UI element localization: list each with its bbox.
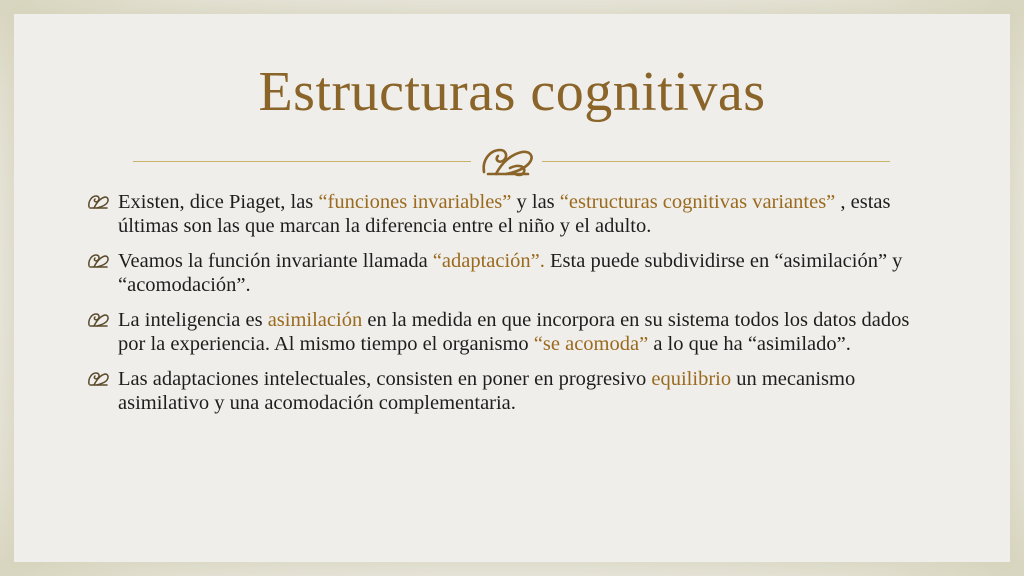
divider-rule-left (133, 161, 471, 162)
bullet-text: en la medida en que incorpora en su sistema todos los datos dados por la experiencia. Al mismo tiempo el organismo (118, 309, 910, 355)
slide-title: Estructuras cognitivas (258, 61, 766, 123)
scroll-bullet-icon (86, 251, 110, 271)
bullet-text: La inteligencia es (118, 309, 268, 331)
bullet-text: Veamos la función invariante llamada (118, 250, 433, 272)
highlighted-text: “adaptación”. (432, 250, 545, 272)
title-divider (0, 140, 1024, 184)
highlighted-text: “se acomoda” (533, 333, 649, 355)
bullet-list (86, 190, 926, 426)
scroll-ornament-icon (476, 142, 540, 182)
highlighted-text: “estructuras cognitivas variantes” (559, 191, 836, 213)
bullet-item (86, 367, 926, 415)
highlighted-text: asimilación (267, 309, 363, 331)
divider-rule-right (542, 161, 890, 162)
bullet-item (86, 190, 926, 238)
bullet-item (86, 249, 926, 297)
highlighted-text: equilibrio (651, 368, 732, 390)
bullet-text: a lo que ha “asimilado”. (648, 333, 851, 355)
scroll-bullet-icon (86, 369, 110, 389)
highlighted-text: “funciones invariables” (318, 191, 512, 213)
bullet-text: y las (511, 191, 560, 213)
bullet-text: Las adaptaciones intelectuales, consisten en poner en progresivo (118, 368, 652, 390)
bullet-text: Existen, dice Piaget, las (118, 191, 319, 213)
bullet-item (86, 308, 926, 356)
scroll-bullet-icon (86, 310, 110, 330)
bullet-text: Esta puede subdividirse en “asimilación” y “acomodación”. (118, 250, 903, 296)
bullet-text: un mecanismo asimilativo y una acomodación complementaria. (118, 368, 856, 414)
bullet-text: , estas últimas son las que marcan la diferencia entre el niño y el adulto. (118, 191, 891, 237)
scroll-bullet-icon (86, 192, 110, 212)
